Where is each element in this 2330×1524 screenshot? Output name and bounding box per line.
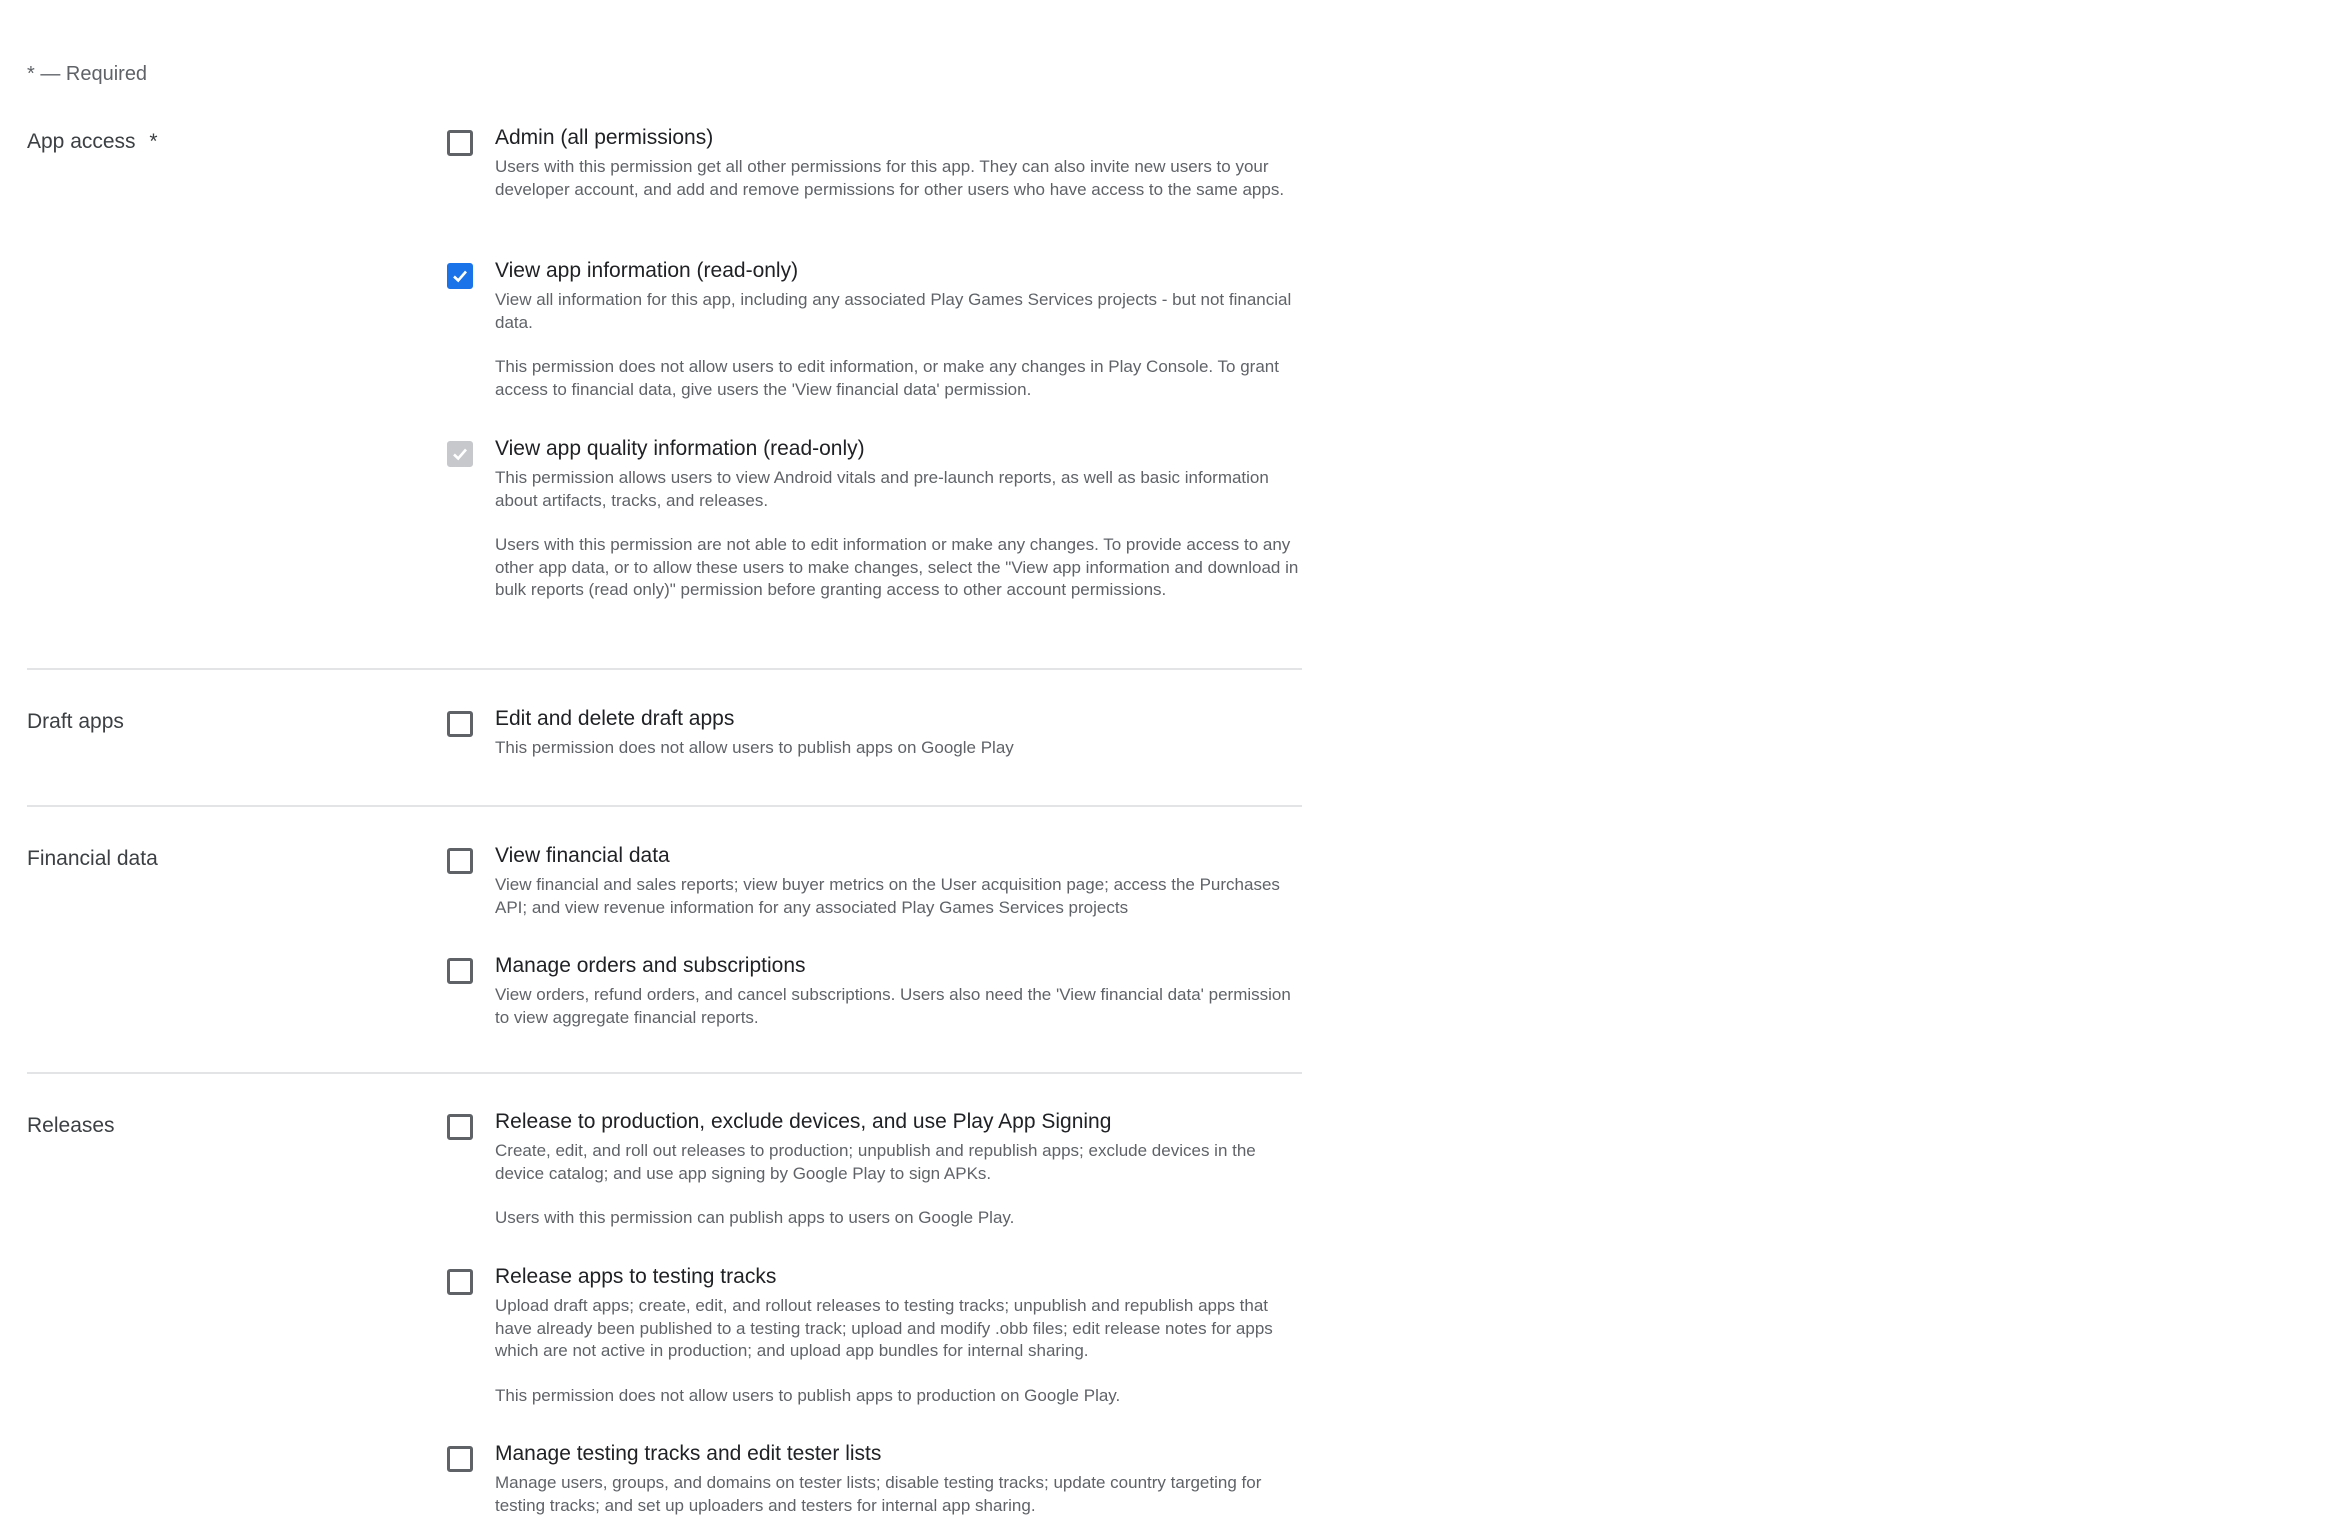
permission-title[interactable]: View financial data (495, 844, 670, 867)
permission-title[interactable]: Manage testing tracks and edit tester lists (495, 1442, 882, 1465)
description-paragraph: Users with this permission are not able to edit information or make any changes. To provide access to any other app data, or to allow these users to make changes, select the "View app information and download in bulk reports (read only)" permission before granting access to other account permissions. (495, 535, 1299, 599)
description-paragraph: This permission does not allow users to publish apps to production on Google Play. (495, 1385, 1121, 1405)
permission-title[interactable]: Edit and delete draft apps (495, 707, 735, 730)
permission-description (495, 467, 1305, 602)
description-paragraph: Create, edit, and roll out releases to production; unpublish and republish apps; exclude devices in the device catalog; and use app signing by Google Play to sign APKs. (495, 1141, 1256, 1183)
description-paragraph: This permission allows users to view Android vitals and pre-launch reports, as well as basic information about artifacts, tracks, and releases. (495, 468, 1269, 510)
permission-description (495, 1140, 1305, 1230)
section-label-financial-data: Financial data (27, 847, 158, 870)
release-to-production-checkbox[interactable] (447, 1114, 473, 1140)
permission-title[interactable]: Release apps to testing tracks (495, 1265, 777, 1288)
manage-testing-tracks-checkbox[interactable] (447, 1446, 473, 1472)
edit-delete-draft-apps-checkbox[interactable] (447, 711, 473, 737)
checkmark-icon (451, 445, 469, 463)
view-app-information-checkbox[interactable] (447, 263, 473, 289)
manage-orders-subscriptions-checkbox[interactable] (447, 958, 473, 984)
description-paragraph: View orders, refund orders, and cancel subscriptions. Users also need the 'View financial data' permission to view aggregate financial reports. (495, 985, 1291, 1027)
view-app-quality-checkbox (447, 441, 473, 467)
required-marker: * (149, 130, 158, 153)
permission-title[interactable]: View app information (read-only) (495, 259, 799, 282)
permission-title[interactable]: Manage orders and subscriptions (495, 954, 806, 977)
section-label-app-access (27, 130, 158, 154)
description-paragraph: Manage users, groups, and domains on tester lists; disable testing tracks; update country targeting for testing tracks; and set up uploaders and testers for internal app sharing. (495, 1473, 1262, 1515)
section-draft-apps (27, 670, 1302, 807)
description-paragraph: Upload draft apps; create, edit, and rollout releases to testing tracks; unpublish and republish apps that have already been published to a testing track; upload and modify .obb files; edit release notes for apps which are not active in production; and upload app bundles for internal sharing. (495, 1296, 1273, 1360)
permission-description (495, 874, 1305, 919)
description-paragraph: This permission does not allow users to edit information, or make any changes in Play Console. To grant access to financial data, give users the 'View financial data' permission. (495, 357, 1279, 399)
required-note: * — Required (27, 63, 148, 85)
description-paragraph: View financial and sales reports; view buyer metrics on the User acquisition page; access the Purchases API; and view revenue information for any associated Play Games Services projects (495, 875, 1280, 917)
checkmark-icon (451, 267, 469, 285)
permission-description (495, 289, 1305, 401)
permission-description (495, 156, 1305, 201)
description-paragraph: Users with this permission can publish apps to users on Google Play. (495, 1208, 1015, 1227)
permission-title[interactable]: Admin (all permissions) (495, 126, 714, 149)
permission-title: View app quality information (read-only) (495, 437, 865, 460)
admin-checkbox[interactable] (447, 130, 473, 156)
permission-description (495, 984, 1305, 1029)
permission-title[interactable]: Release to production, exclude devices, and use Play App Signing (495, 1110, 1112, 1133)
section-label-releases: Releases (27, 1114, 115, 1137)
description-paragraph: Users with this permission get all other permissions for this app. They can also invite new users to your developer account, and add and remove permissions for other users who have access to the same apps. (495, 157, 1285, 199)
section-label-text: App access (27, 130, 136, 153)
permission-description (495, 1295, 1305, 1407)
view-financial-data-checkbox[interactable] (447, 848, 473, 874)
description-paragraph: This permission does not allow users to publish apps on Google Play (495, 738, 1014, 757)
description-paragraph: View all information for this app, including any associated Play Games Services projects - but not financial data. (495, 290, 1292, 332)
permission-description (495, 737, 1305, 760)
section-releases (27, 1074, 1302, 1524)
section-label-draft-apps: Draft apps (27, 710, 124, 733)
permission-description (495, 1472, 1305, 1517)
release-testing-tracks-checkbox[interactable] (447, 1269, 473, 1295)
section-financial-data (27, 807, 1302, 1074)
section-app-access (27, 0, 1302, 670)
